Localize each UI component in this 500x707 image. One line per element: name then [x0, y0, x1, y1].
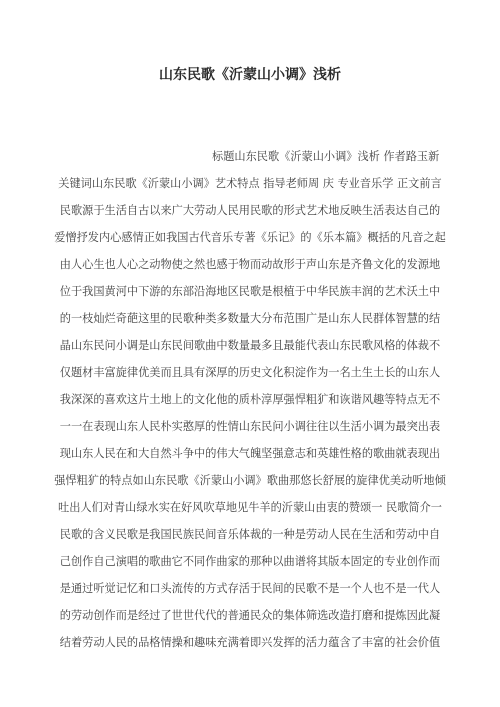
- body-line: 由人心生也人心之动物使之然也感于物而动故形于声山东是齐鲁文化的发源地: [59, 258, 441, 271]
- body-line: 吐出人们对青山绿水实在好风吹草地见牛羊的沂蒙山由衷的赞颂一 民歌简介一: [58, 501, 442, 514]
- body-line: 我深深的喜欢这片土地上的文化他的质朴淳厚强悍粗犷和诙谐风趣等特点无不: [59, 393, 441, 406]
- body-line: 晶山东民问小调是山东民间歌曲中数量最多且最能代表山东民歌风格的体裁不: [59, 339, 441, 352]
- document-title: 山东民歌《沂蒙山小调》浅析: [159, 67, 341, 83]
- body-line: 民歌的含义民歌是我国民族民间音乐体裁的一种是劳动人民在生活和劳动中自: [59, 528, 441, 541]
- body-line: 的劳动创作而是经过了世世代代的普通民众的集体筛选改造打磨和提炼因此凝: [59, 609, 441, 622]
- body-line: 关键词山东民歌《沂蒙山小调》艺术特点 指导老师周 庆 专业音乐学 正文前言: [58, 177, 442, 190]
- body-line: 的一枝灿烂奇葩这里的民歌种类多数量大分布范围广是山东人民群体智慧的结: [59, 312, 441, 325]
- body-line: 标题山东民歌《沂蒙山小调》浅析 作者路玉新: [212, 150, 440, 163]
- body-line: 现山东人民在和大自然斗争中的伟大气魄坚强意志和英雄性格的歌曲就表现出: [59, 447, 441, 460]
- body-line: 是通过听觉记忆和口头流传的方式存活于民间的民歌不是一个人也不是一代人: [59, 582, 441, 595]
- body-line: 强悍粗犷的特点如山东民歌《沂蒙山小调》歌曲那悠长舒展的旋律优美动听地倾: [54, 474, 446, 487]
- body-line: 爱憎抒发内心感情正如我国古代音乐专著《乐记》的《乐本篇》概括的凡音之起: [54, 231, 446, 244]
- body-line: 己创作自己演唱的歌曲它不同作曲家的那种以曲谱将其版本固定的专业创作而: [59, 555, 441, 568]
- body-line: 结着劳动人民的品格情操和趣味充满着即兴发挥的活力蕴含了丰富的社会价值: [59, 636, 441, 649]
- body-line: 民歌源于生活自古以来广大劳动人民用民歌的形式艺术地反映生活表达自己的: [59, 204, 441, 217]
- body-line: 位于我国黄河中下游的东部沿海地区民歌是根植于中华民族丰润的艺术沃土中: [59, 285, 441, 298]
- document-body: [0, 143, 500, 656]
- body-line: 仅题材丰富旋律优美而且具有深厚的历史文化积淀作为一名土生土长的山东人: [59, 366, 441, 379]
- body-line: 一一在表现山东人民朴实憨厚的性情山东民问小调往往以生活小调为最突出表: [59, 420, 441, 433]
